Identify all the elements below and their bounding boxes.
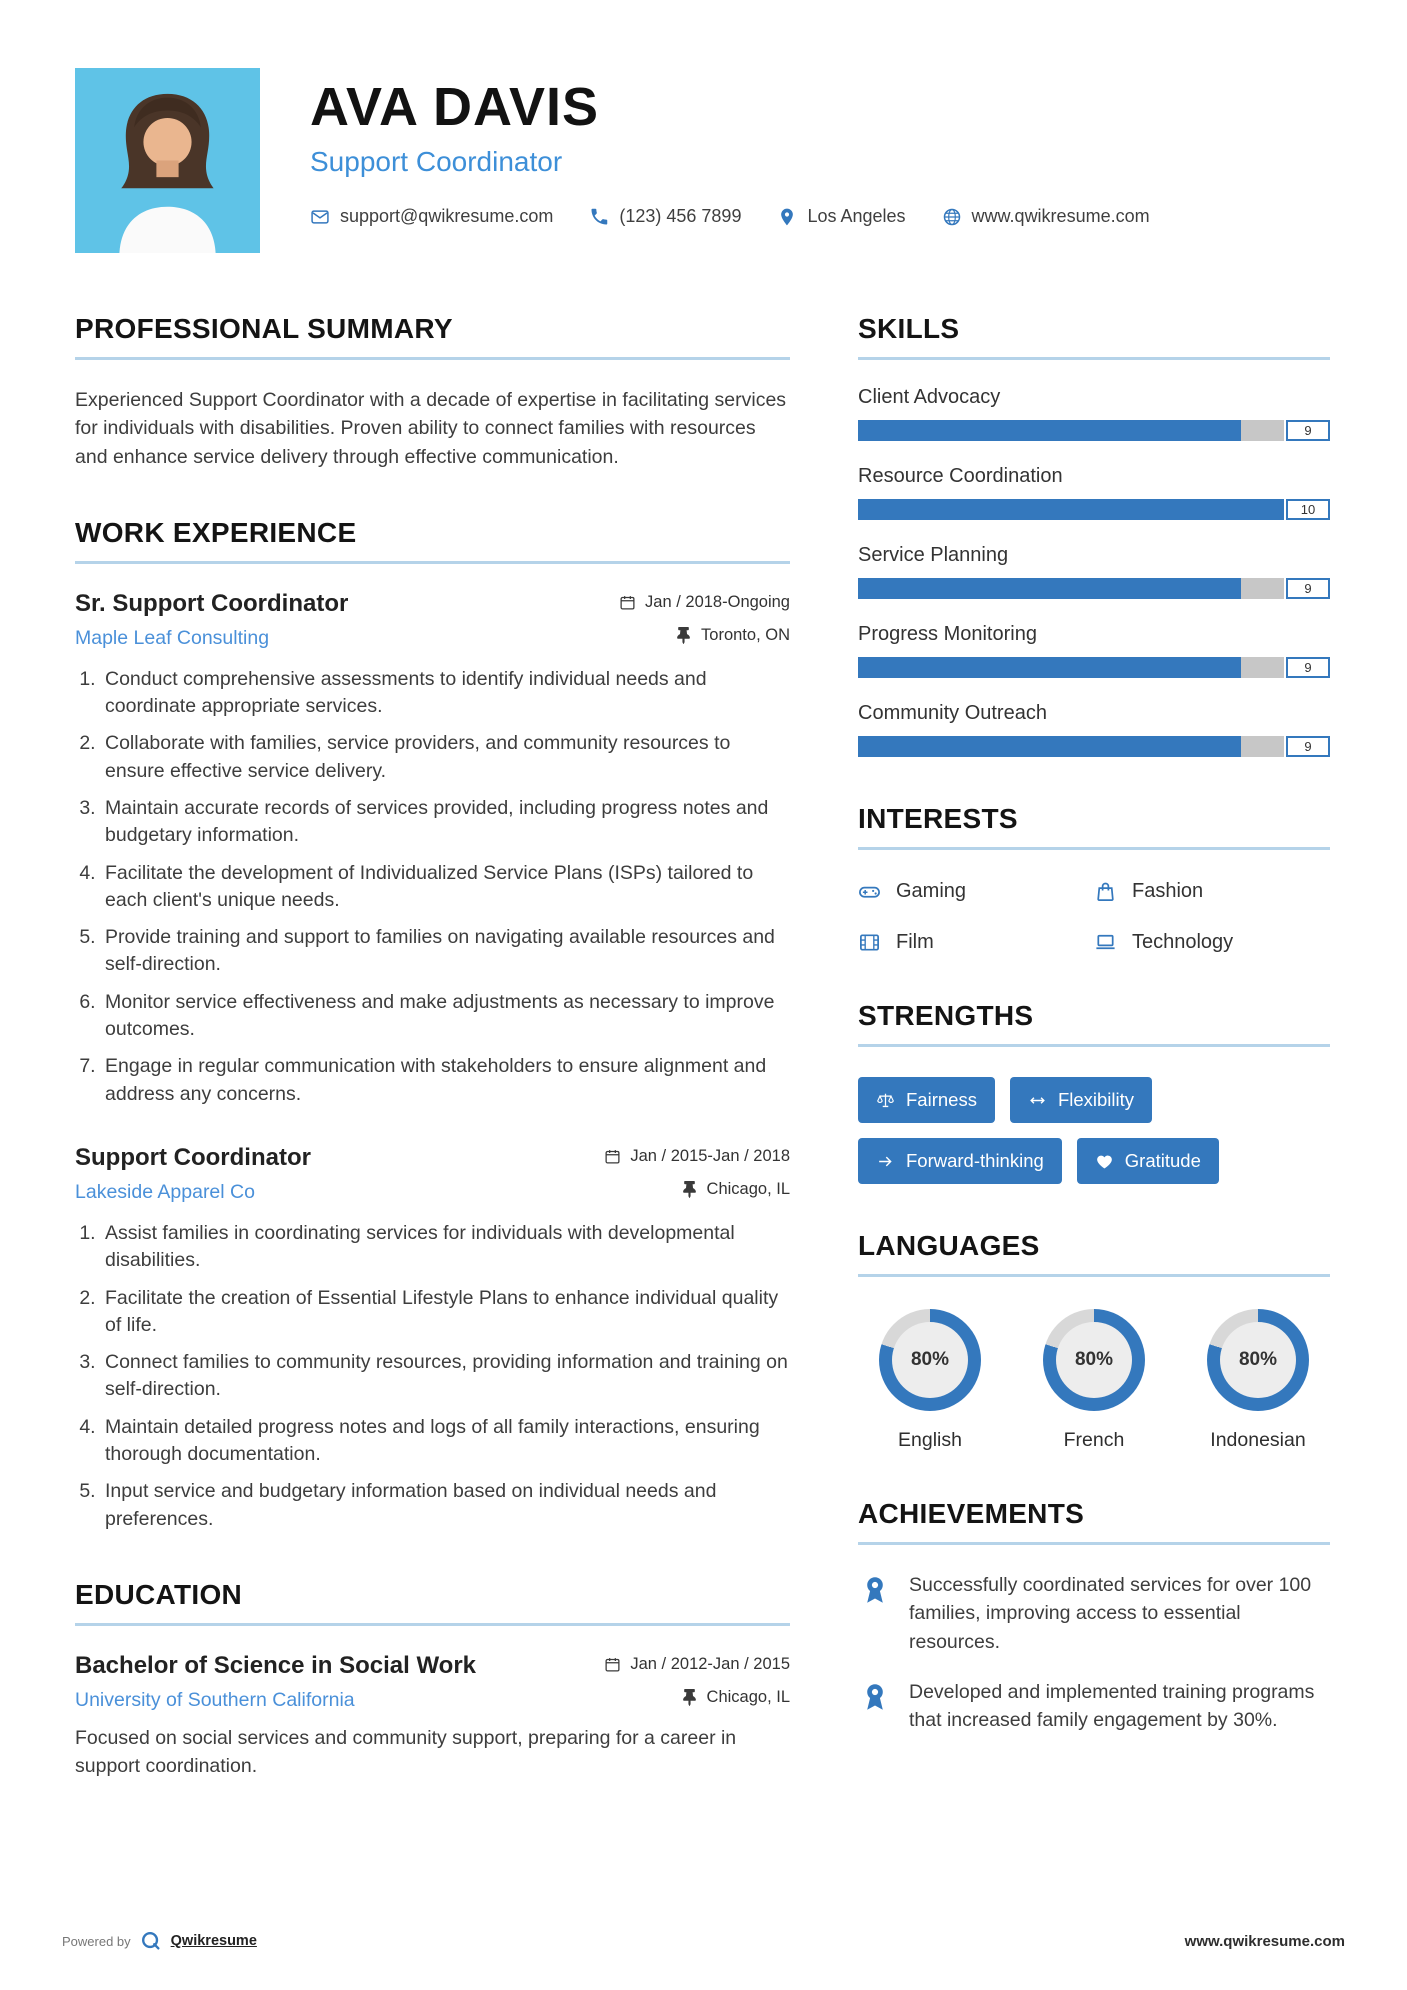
left-column	[75, 313, 790, 1826]
skill-bar-fill	[858, 736, 1241, 757]
job-dates-text: Jan / 2015-Jan / 2018	[630, 1146, 790, 1165]
strength-label: Fairness	[906, 1089, 977, 1110]
resume-header	[75, 68, 1330, 253]
job-entry-2	[75, 1144, 790, 1533]
language-donut	[1207, 1309, 1309, 1411]
skill-bar	[858, 499, 1330, 520]
strengths-heading: STRENGTHS	[858, 1000, 1330, 1047]
job-bullet: 5. Input service and budgetary information based on individual needs and preferences.	[101, 1478, 790, 1533]
skill-score: 9	[1286, 657, 1330, 678]
medal-icon	[858, 1680, 892, 1714]
language-donut	[879, 1309, 981, 1411]
strength-label: Forward-thinking	[906, 1150, 1044, 1171]
section-skills	[858, 313, 1330, 757]
candidate-name: AVA DAVIS	[310, 77, 600, 137]
powered-by-label: Powered by	[62, 1933, 131, 1949]
job-title: Sr. Support Coordinator	[75, 589, 349, 617]
skill-bar-fill	[858, 657, 1241, 678]
language-donut-hole	[1220, 1322, 1296, 1398]
job-bullet: 1. Assist families in coordinating services for individuals with developmental disabilities.	[101, 1220, 790, 1275]
skill-name: Client Advocacy	[858, 386, 1001, 408]
achievements-heading: ACHIEVEMENTS	[858, 1498, 1330, 1545]
shopping-bag-icon	[1094, 880, 1117, 903]
language-donut-hole	[1056, 1322, 1132, 1398]
strength-flexibility	[1010, 1077, 1152, 1123]
strength-fairness	[858, 1077, 995, 1123]
job-dates	[604, 1147, 790, 1166]
job-location	[681, 1180, 790, 1199]
skill-bar-fill	[858, 420, 1241, 441]
page-footer	[62, 1930, 1345, 1952]
film-icon	[858, 931, 881, 954]
job-location	[675, 626, 790, 645]
interest-fashion	[1094, 880, 1330, 903]
header-text-block	[310, 68, 1150, 227]
section-interests	[858, 803, 1330, 954]
skill-bar-track	[858, 420, 1284, 441]
heart-icon	[1095, 1152, 1114, 1171]
section-achievements	[858, 1498, 1330, 1734]
job-bullet: 4. Maintain detailed progress notes and logs of all family interactions, ensuring thorough documentation.	[101, 1414, 790, 1469]
skill-name: Resource Coordination	[858, 465, 1063, 487]
phone-icon	[589, 207, 609, 227]
contact-email-text: support@qwikresume.com	[340, 206, 554, 226]
qwikresume-logo-icon	[140, 1930, 162, 1952]
interest-gaming	[858, 880, 1094, 903]
skill-bar-track	[858, 578, 1284, 599]
laptop-icon	[1094, 931, 1117, 954]
school-name: University of Southern California	[75, 1688, 355, 1711]
skill-score: 9	[1286, 420, 1330, 441]
interest-label: Technology	[1132, 931, 1234, 953]
skill-bar-fill	[858, 499, 1284, 520]
pushpin-icon	[681, 1181, 698, 1198]
profile-photo	[75, 68, 260, 253]
education-dates	[604, 1655, 790, 1674]
work-heading: WORK EXPERIENCE	[75, 517, 790, 564]
strength-chips	[858, 1073, 1330, 1184]
language-item-english	[860, 1309, 1000, 1452]
skill-bar-track	[858, 736, 1284, 757]
strength-label: Gratitude	[1124, 1150, 1201, 1171]
skill-score: 9	[1286, 578, 1330, 599]
degree-title: Bachelor of Science in Social Work	[75, 1651, 477, 1679]
strength-gratitude	[1077, 1138, 1219, 1184]
job-bullet: 5. Provide training and support to families on navigating available resources and self-direction.	[101, 924, 790, 979]
language-name: English	[898, 1429, 962, 1451]
interest-label: Film	[896, 931, 934, 953]
interest-film	[858, 931, 1094, 954]
skill-bar	[858, 736, 1330, 757]
section-strengths	[858, 1000, 1330, 1184]
contact-location-text: Los Angeles	[807, 206, 906, 226]
education-entry	[75, 1652, 790, 1781]
education-location	[681, 1688, 790, 1707]
job-location-text: Toronto, ON	[701, 625, 790, 644]
skill-bar	[858, 657, 1330, 678]
job-bullet: 3. Maintain accurate records of services provided, including progress notes and budgetary information.	[101, 795, 790, 850]
job-bullet: 2. Collaborate with families, service providers, and community resources to ensure effective service delivery.	[101, 730, 790, 785]
education-description: Focused on social services and community support, preparing for a career in support coordination.	[75, 1726, 737, 1778]
language-item-indonesian	[1188, 1309, 1328, 1452]
job-bullet: 2. Facilitate the creation of Essential Lifestyle Plans to enhance individual quality of life.	[101, 1285, 790, 1340]
skill-item	[858, 544, 1330, 599]
achievement-item	[858, 1678, 1330, 1735]
medal-icon	[858, 1573, 892, 1607]
contact-location	[777, 206, 905, 227]
candidate-title: Support Coordinator	[310, 146, 563, 177]
language-percent: 80%	[1074, 1349, 1114, 1370]
interests-heading: INTERESTS	[858, 803, 1330, 850]
contact-website-text: www.qwikresume.com	[971, 206, 1150, 226]
right-column	[858, 313, 1330, 1826]
calendar-icon	[604, 1148, 621, 1165]
job-company: Maple Leaf Consulting	[75, 626, 270, 649]
interests-grid	[858, 876, 1330, 954]
interest-label: Fashion	[1132, 880, 1204, 902]
globe-icon	[942, 207, 962, 227]
job-entry-1	[75, 590, 790, 1108]
job-title: Support Coordinator	[75, 1143, 311, 1171]
powered-by	[62, 1930, 257, 1952]
language-name: Indonesian	[1210, 1429, 1306, 1451]
achievement-item	[858, 1571, 1330, 1656]
footer-website-link[interactable]: www.qwikresume.com	[1184, 1932, 1345, 1950]
summary-text: Experienced Support Coordinator with a decade of expertise in facilitating services for individuals with disabilities. Proven ability to connect families with resources and enhance service delivery through effective communication.	[75, 389, 787, 468]
language-percent: 80%	[910, 1349, 950, 1370]
language-name: French	[1063, 1429, 1125, 1451]
job-bullet: 3. Connect families to community resources, providing information and training on self-direction.	[101, 1349, 790, 1404]
skill-name: Progress Monitoring	[858, 623, 1037, 645]
job-bullet-list	[75, 666, 790, 1108]
skill-bar	[858, 578, 1330, 599]
summary-heading: PROFESSIONAL SUMMARY	[75, 313, 790, 360]
education-location-text: Chicago, IL	[706, 1687, 790, 1706]
skill-bar	[858, 420, 1330, 441]
language-item-french	[1024, 1309, 1164, 1452]
gamepad-icon	[858, 880, 881, 903]
job-bullet: 7. Engage in regular communication with stakeholders to ensure alignment and address any concerns.	[101, 1053, 790, 1108]
skill-name: Community Outreach	[858, 702, 1047, 724]
job-bullet: 6. Monitor service effectiveness and make adjustments as necessary to improve outcomes.	[101, 989, 790, 1044]
profile-photo-illustration	[75, 68, 260, 253]
section-education	[75, 1579, 790, 1781]
job-bullet: 1. Conduct comprehensive assessments to identify individual needs and coordinate appropriate services.	[101, 666, 790, 721]
skill-item	[858, 702, 1330, 757]
skill-score: 9	[1286, 736, 1330, 757]
section-languages	[858, 1230, 1330, 1452]
job-dates-text: Jan / 2018-Ongoing	[645, 592, 790, 611]
skill-bar-track	[858, 499, 1284, 520]
pushpin-icon	[675, 627, 692, 644]
contact-row	[310, 206, 1150, 227]
language-donut	[1043, 1309, 1145, 1411]
content-columns	[75, 313, 1330, 1826]
job-dates	[619, 593, 790, 612]
skill-item	[858, 386, 1330, 441]
pushpin-icon	[681, 1689, 698, 1706]
section-professional-summary	[75, 313, 790, 471]
skill-bar-track	[858, 657, 1284, 678]
achievement-text: Successfully coordinated services for over 100 families, improving access to essential resources.	[909, 1574, 1312, 1653]
right-arrow-icon	[876, 1152, 895, 1171]
job-bullet-list	[75, 1220, 790, 1533]
skill-score: 10	[1286, 499, 1330, 520]
skill-name: Service Planning	[858, 544, 1009, 566]
skill-bar-fill	[858, 578, 1241, 599]
job-bullet: 4. Facilitate the development of Individualized Service Plans (ISPs) tailored to each client's unique needs.	[101, 860, 790, 915]
email-icon	[310, 207, 330, 227]
calendar-icon	[619, 594, 636, 611]
interest-technology	[1094, 931, 1330, 954]
languages-heading: LANGUAGES	[858, 1230, 1330, 1277]
languages-row	[858, 1303, 1330, 1452]
skill-item	[858, 623, 1330, 678]
education-heading: EDUCATION	[75, 1579, 790, 1626]
contact-phone	[589, 206, 741, 227]
skills-heading: SKILLS	[858, 313, 1330, 360]
education-dates-text: Jan / 2012-Jan / 2015	[630, 1654, 790, 1673]
calendar-icon	[604, 1656, 621, 1673]
language-percent: 80%	[1238, 1349, 1278, 1370]
skill-item	[858, 465, 1330, 520]
section-work-experience	[75, 517, 790, 1533]
job-location-text: Chicago, IL	[706, 1179, 790, 1198]
strength-forward-thinking	[858, 1138, 1062, 1184]
contact-website[interactable]	[942, 206, 1150, 227]
achievement-text: Developed and implemented training programs that increased family engagement by 30%.	[909, 1680, 1315, 1732]
interest-label: Gaming	[896, 880, 967, 902]
language-donut-hole	[892, 1322, 968, 1398]
left-right-arrow-icon	[1028, 1091, 1047, 1110]
job-company: Lakeside Apparel Co	[75, 1180, 255, 1203]
scales-icon	[876, 1091, 895, 1110]
qwikresume-brand-link[interactable]: Qwikresume	[170, 1933, 257, 1949]
contact-email[interactable]	[310, 206, 553, 227]
contact-phone-text: (123) 456 7899	[619, 206, 742, 226]
map-pin-icon	[777, 207, 797, 227]
strength-label: Flexibility	[1057, 1089, 1135, 1110]
